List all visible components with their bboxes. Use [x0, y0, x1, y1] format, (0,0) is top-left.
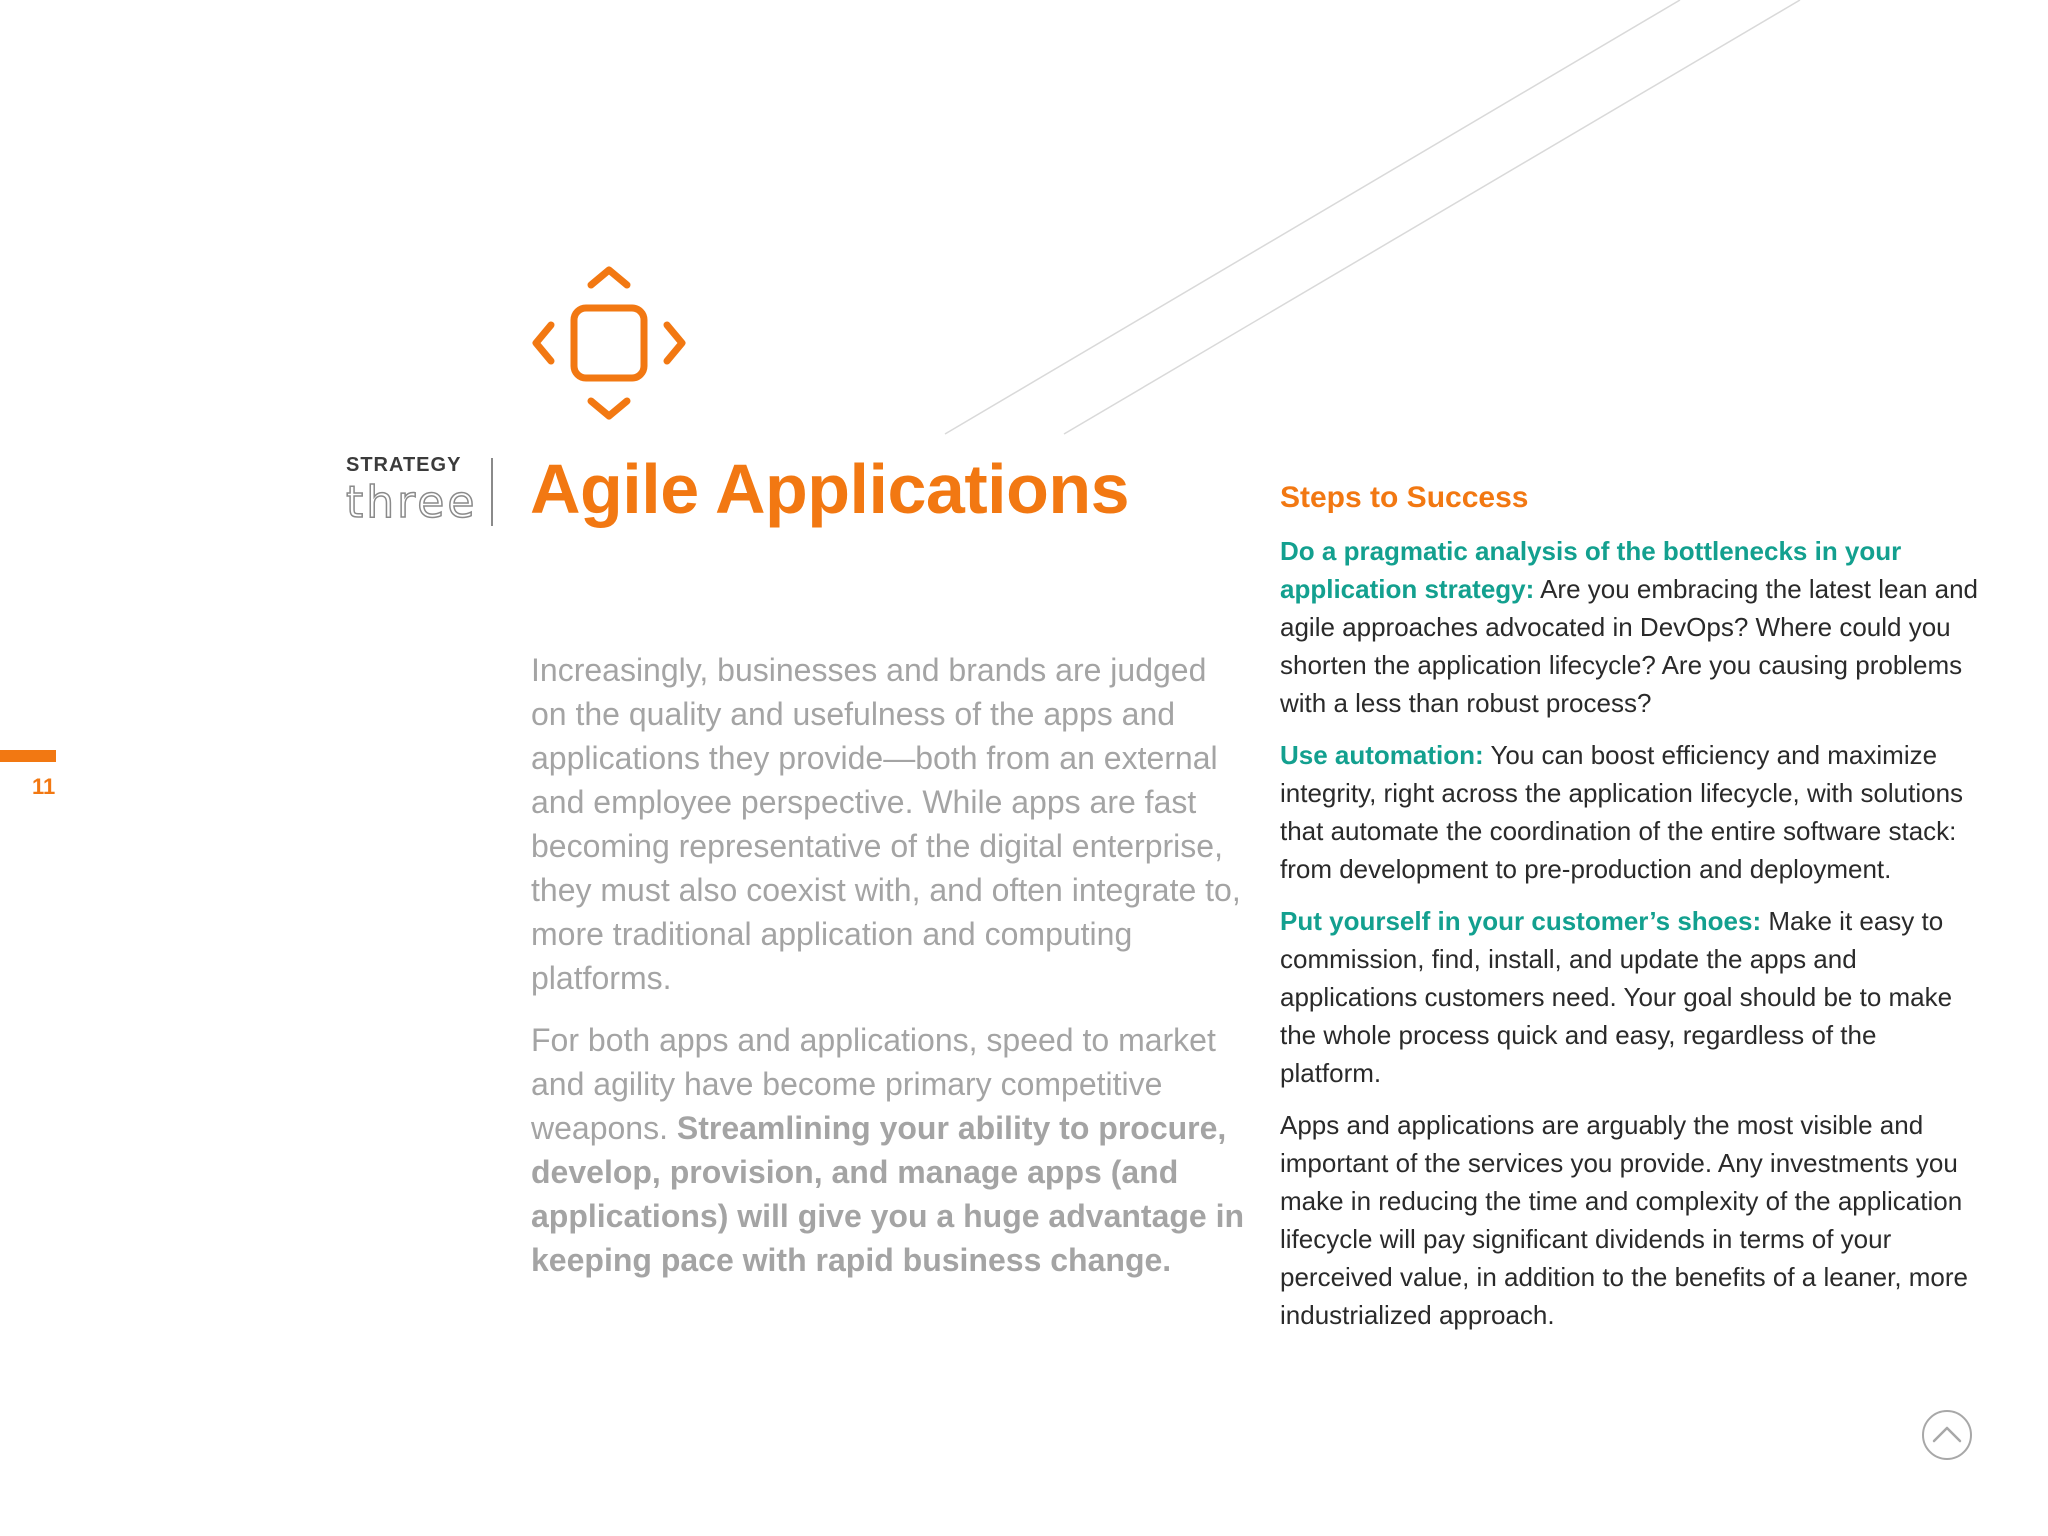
steps-to-success-column	[1280, 476, 1980, 1348]
page-number: 11	[32, 774, 56, 799]
intro-column	[531, 648, 1246, 1300]
step-text: Make it easy to commission, find, install, and update the apps and applications customers need. Your goal should be to make the whole process quick and easy, regardless of the platform.	[1280, 906, 1953, 1088]
intro-paragraph-2-text: For both apps and applications, speed to market and agility have become primary competitive weapons.	[531, 1022, 1216, 1146]
step-paragraph	[1280, 736, 1980, 888]
page-marker-bar	[0, 750, 56, 762]
intro-paragraph-2	[531, 1018, 1246, 1282]
step-paragraph	[1280, 902, 1980, 1092]
step-text: You can boost efficiency and maximize integrity, right across the application lifecycle, with solutions that automate the coordination of the entire software stack: from development to pre-production and deployment.	[1280, 740, 1964, 884]
step-text: Are you embracing the latest lean and agile approaches advocated in DevOps? Where could you shorten the application lifecycle? Are you causing problems with a less than robust process?	[1280, 574, 1979, 718]
expand-arrows-square-icon	[528, 262, 690, 424]
chevron-up-icon	[1924, 1412, 1970, 1458]
page-title: Agile Applications	[530, 450, 1130, 528]
strategy-label-block	[346, 454, 478, 528]
step-paragraph	[1280, 532, 1980, 722]
strategy-number: three	[346, 477, 478, 528]
step-lead: Put yourself in your customer’s shoes:	[1280, 906, 1762, 936]
step-lead: Do a pragmatic analysis of the bottlenecks in your application strategy:	[1280, 536, 1902, 604]
strategy-divider	[491, 458, 493, 526]
steps-heading: Steps to Success	[1280, 481, 1529, 514]
intro-paragraph-2-emphasis: Streamlining your ability to procure, develop, provision, and manage apps (and applications) will give you a huge advantage in keeping pace with rapid business change.	[531, 1110, 1245, 1278]
back-to-top-button[interactable]	[1922, 1410, 1972, 1460]
step-lead: Use automation:	[1280, 740, 1484, 770]
strategy-label: STRATEGY	[346, 454, 462, 476]
closing-paragraph: Apps and applications are arguably the most visible and important of the services you provide. Any investments you make in reducing the time and complexity of the application lifecycle will pay significant dividends in terms of your perceived value, in addition to the benefits of a leaner, more industrialized approach.	[1280, 1110, 1968, 1330]
intro-paragraph-1: Increasingly, businesses and brands are judged on the quality and usefulness of the apps and applications they provide—both from an external and employee perspective. While apps are fast becoming representative of the digital enterprise, they must also coexist with, and often integrate to, more traditional application and computing platforms.	[531, 652, 1241, 996]
